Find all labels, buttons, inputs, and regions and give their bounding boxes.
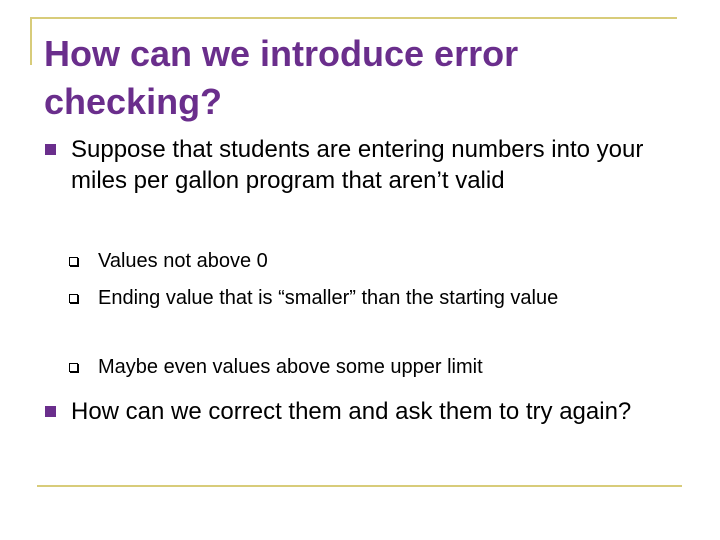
hollow-square-bullet-icon: [69, 257, 78, 266]
slide-title: How can we introduce error checking?: [44, 33, 519, 122]
bullet-text: How can we correct them and ask them to try again?: [71, 398, 632, 425]
sub-bullet-text: Values not above 0: [98, 250, 268, 272]
square-bullet-icon: [45, 144, 56, 155]
left-rule: [30, 17, 32, 65]
bullet-text: Suppose that students are entering numbers into your miles per gallon program that aren’t valid: [71, 136, 644, 194]
sub-bullet-text: Maybe even values above some upper limit: [98, 356, 483, 378]
hollow-square-bullet-icon: [69, 294, 78, 303]
sub-bullet-text: Ending value that is “smaller” than the starting value: [98, 287, 559, 309]
bottom-rule: [37, 485, 682, 487]
hollow-square-bullet-icon: [69, 363, 78, 372]
top-rule: [30, 17, 677, 19]
square-bullet-icon: [45, 406, 56, 417]
